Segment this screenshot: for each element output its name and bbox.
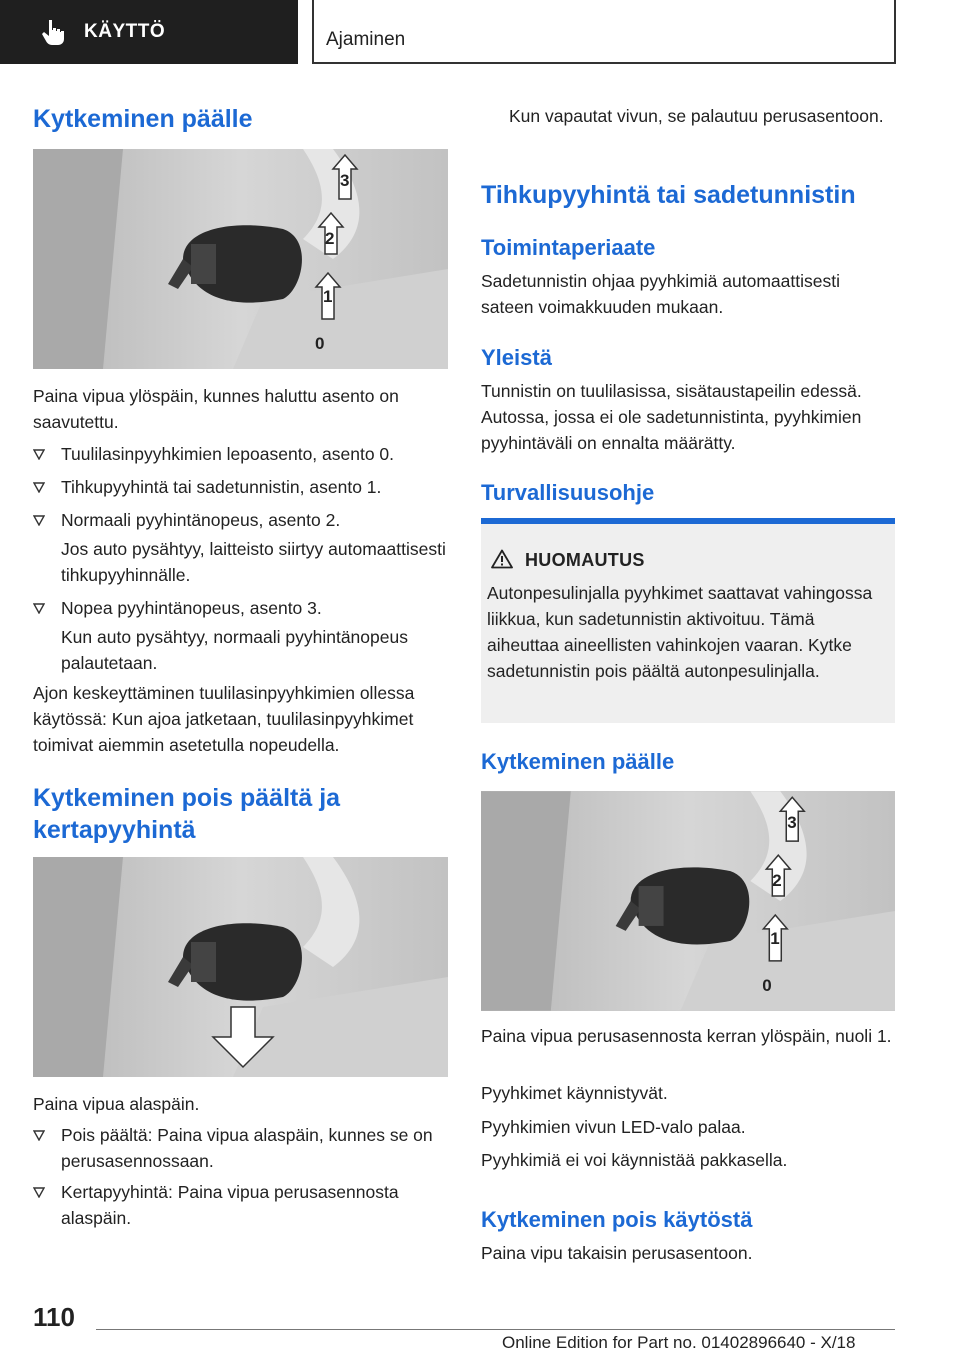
figure-label-3: 3 bbox=[787, 813, 797, 833]
list-bullet-icon bbox=[33, 449, 45, 460]
section-tab bbox=[0, 0, 298, 64]
figure-label-0: 0 bbox=[762, 975, 772, 995]
paragraph-wipers-start: Pyyhkimet käynnistyvät. bbox=[481, 1083, 668, 1103]
figure-label-1: 1 bbox=[323, 287, 333, 306]
figure-lever-up bbox=[33, 149, 448, 369]
section-label: KÄYTTÖ bbox=[84, 21, 166, 42]
list-bullet-icon bbox=[33, 1130, 45, 1141]
paragraph-frost: Pyyhkimiä ei voi käynnistää pakkasella. bbox=[481, 1150, 788, 1170]
paragraph-push-down: Paina vipua alaspäin. bbox=[33, 1094, 200, 1114]
figure-label-0: 0 bbox=[315, 334, 325, 353]
heading-switch-on-2: Kytkeminen päälle bbox=[481, 749, 675, 774]
chapter-label: Ajaminen bbox=[326, 29, 406, 50]
list-bullet-icon bbox=[33, 1187, 45, 1198]
paragraph-switch-on: Paina vipua ylöspäin, kunnes haluttu asento on saavutettu. bbox=[33, 386, 399, 432]
footer-divider bbox=[96, 1329, 895, 1330]
paragraph-switch-on-2: Paina vipua perusasennosta kerran ylöspäin, nuoli 1. bbox=[481, 1026, 892, 1046]
list-item: Normaali pyyhintänopeus, asento 2. bbox=[33, 507, 448, 533]
heading-rain-sensor: Tihkupyyhintä tai sadetunnistin bbox=[481, 181, 856, 209]
paragraph-general: Tunnistin on tuulilasissa, sisätaustapeilin edessä. Autossa, jossa ei ole sadetunnistinta, pyyhkimien pyyhintäväli on ennalta määrätty. bbox=[481, 381, 862, 453]
warning-triangle-icon bbox=[491, 549, 513, 569]
list-bullet-icon bbox=[33, 482, 45, 493]
figure-label-2: 2 bbox=[325, 229, 335, 248]
list-item-note: Jos auto pysähtyy, laitteisto siirtyy automaattisesti tihkupyyhinnälle. bbox=[61, 539, 446, 585]
footer-edition: Online Edition for Part no. 01402896640 - X/18 bbox=[502, 1333, 856, 1352]
figure-label-2: 2 bbox=[772, 871, 782, 891]
figure-label-1: 1 bbox=[770, 928, 780, 948]
chapter-header bbox=[312, 0, 896, 64]
list-bullet-icon bbox=[33, 515, 45, 526]
page-number: 110 bbox=[33, 1302, 75, 1332]
list-bullet-icon bbox=[33, 603, 45, 614]
heading-general: Yleistä bbox=[481, 345, 552, 370]
paragraph-interrupt: Ajon keskeyttäminen tuulilasinpyyhkimien ollessa käytössä: Kun ajoa jatketaan, tuulilasinpyyhkimet toimivat aiemmin asetetulla nopeudella. bbox=[33, 683, 415, 755]
list-item: Kertapyyhintä: Paina vipua perusasennosta alaspäin. bbox=[33, 1179, 448, 1231]
warning-body: Autonpesulinjalla pyyhkimet saattavat vahingossa liikkua, kun sadetunnistin aktivoituu. Tämä aiheuttaa aineellisten vahinkojen vaaran. Kytke sadetunnistin pois päältä autonpesulinjalla. bbox=[487, 583, 873, 681]
heading-principle: Toimintaperiaate bbox=[481, 235, 656, 260]
heading-safety: Turvallisuusohje bbox=[481, 480, 655, 505]
figure-label-3: 3 bbox=[340, 171, 350, 190]
list-item: Tuulilasinpyyhkimien lepoasento, asento 0. bbox=[33, 441, 448, 467]
list-item: Tihkupyyhintä tai sadetunnistin, asento 1. bbox=[33, 474, 448, 500]
paragraph-principle: Sadetunnistin ohjaa pyyhkimiä automaattisesti sateen voimakkuuden mukaan. bbox=[481, 271, 840, 317]
list-item: Pois päältä: Paina vipua alaspäin, kunnes se on perusasennossaan. bbox=[33, 1122, 448, 1174]
paragraph-release: Kun vapautat vivun, se palautuu perusasentoon. bbox=[509, 106, 884, 126]
warning-title: HUOMAUTUS bbox=[525, 550, 645, 570]
heading-switch-off: Kytkeminen pois päältä ja kertapyyhintä bbox=[33, 784, 341, 844]
paragraph-led: Pyyhkimien vivun LED-valo palaa. bbox=[481, 1117, 746, 1137]
figure-lever-down bbox=[33, 857, 448, 1077]
list-item: Nopea pyyhintänopeus, asento 3. bbox=[33, 595, 448, 621]
paragraph-switch-off-2: Paina vipu takaisin perusasentoon. bbox=[481, 1243, 753, 1263]
figure-lever-up-2 bbox=[481, 791, 895, 1011]
list-item-note: Kun auto pysähtyy, normaali pyyhintänopeus palautetaan. bbox=[61, 627, 408, 673]
heading-switch-off-2: Kytkeminen pois käytöstä bbox=[481, 1207, 753, 1232]
heading-switch-on: Kytkeminen päälle bbox=[33, 105, 253, 133]
hand-pointer-icon bbox=[40, 18, 66, 46]
warning-box bbox=[481, 518, 895, 723]
